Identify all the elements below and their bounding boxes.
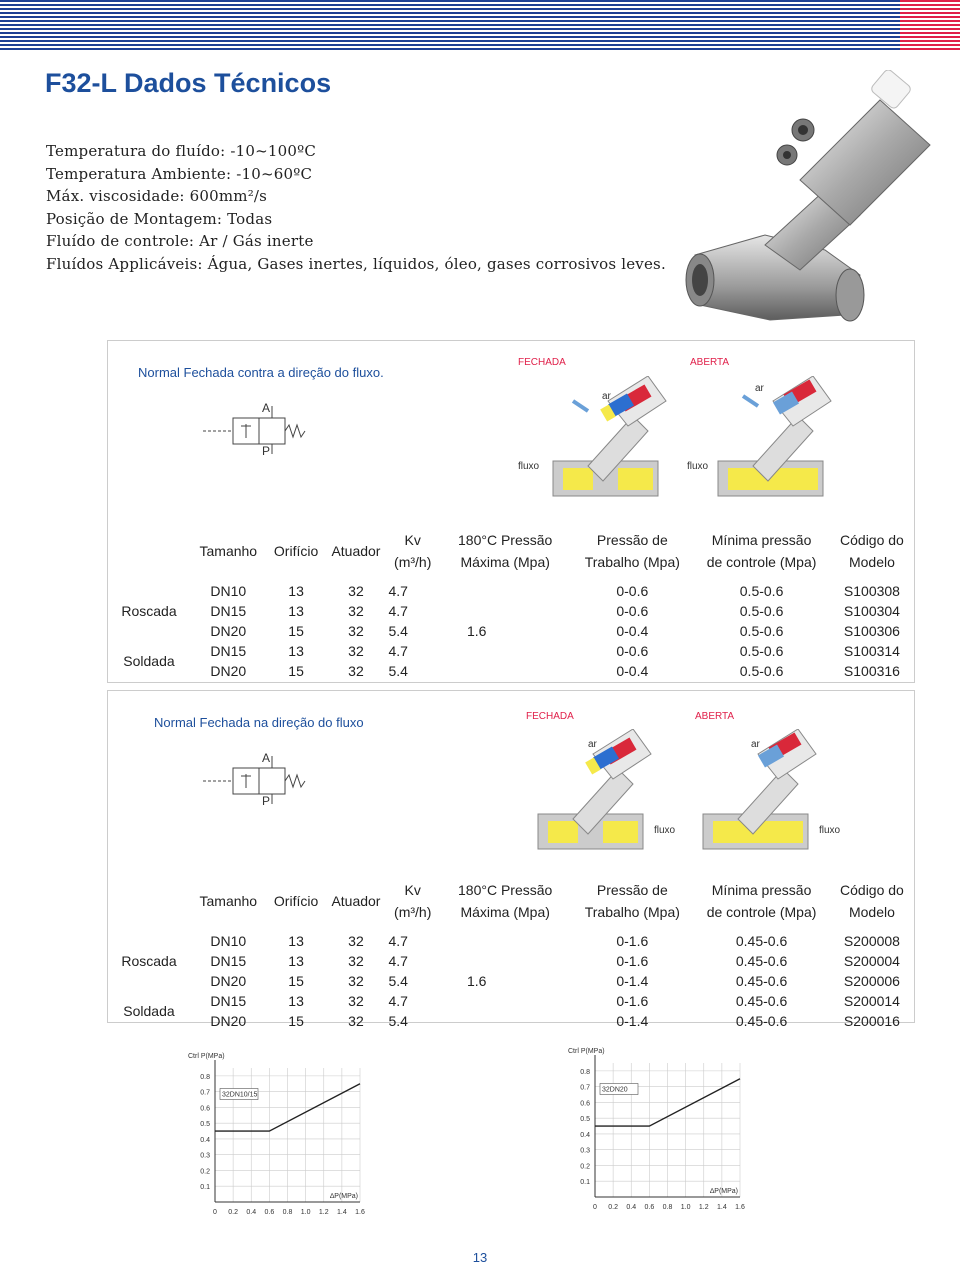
cell-size: DN15	[210, 993, 247, 1009]
x-tick-label: 0	[213, 1209, 217, 1216]
header-control-pressure: Mínima pressão	[711, 532, 812, 548]
flow-label: fluxo	[518, 461, 540, 472]
cell-size: DN20	[210, 973, 247, 989]
header-max-pressure: 180°C Pressão	[458, 532, 553, 548]
state-open-label: ABERTA	[690, 357, 730, 368]
cell-max-pressure: 1.6	[466, 623, 487, 639]
cell-working-pressure: 0-1.6	[616, 933, 649, 949]
cell-actuator: 32	[348, 953, 364, 969]
page-title: F32-L Dados Técnicos	[45, 68, 332, 98]
x-tick-label: 0.2	[608, 1204, 618, 1211]
y-tick-label: 0.1	[200, 1184, 210, 1192]
cell-orifice: 13	[288, 953, 304, 969]
section-with-flow	[107, 690, 915, 1029]
cell-control-pressure: 0.45-0.6	[735, 1013, 788, 1029]
table-row	[108, 581, 914, 601]
open-valve-cutaway	[713, 376, 833, 501]
cell-control-pressure: 0.5-0.6	[739, 663, 784, 679]
cell-kv: 5.4	[388, 623, 408, 639]
section-against-flow	[107, 340, 915, 683]
air-label: ar	[751, 739, 760, 750]
cell-kv: 5.4	[388, 1013, 408, 1029]
y-tick-label: 0.7	[580, 1084, 590, 1092]
flow-label: fluxo	[687, 461, 709, 472]
open-valve-cutaway	[698, 729, 818, 854]
section-title: Normal Fechada na direção do fluxo	[154, 715, 364, 730]
cell-actuator: 32	[348, 973, 364, 989]
cell-working-pressure: 0-1.4	[616, 973, 649, 989]
air-label: ar	[588, 739, 597, 750]
header-accent-stripe	[900, 0, 960, 52]
header-model-unit: Modelo	[848, 554, 895, 570]
air-label: ar	[755, 383, 764, 394]
cell-actuator: 32	[348, 993, 364, 1009]
cell-size: DN15	[210, 603, 247, 619]
cell-model: S100308	[843, 583, 900, 599]
header-kv-unit: (m³/h)	[394, 554, 432, 570]
y-tick-label: 0.6	[580, 1100, 590, 1108]
header-max-pressure-unit: Máxima (Mpa)	[460, 554, 550, 570]
y-tick-label: 0.3	[580, 1147, 590, 1155]
cell-size: DN10	[210, 933, 247, 949]
cell-model: S100316	[843, 663, 900, 679]
spec-ambient-temp: Temperatura Ambiente: -10~60ºC	[46, 164, 313, 183]
x-axis-label: ∆P(MPa)	[330, 1193, 359, 1200]
cell-control-pressure: 0.5-0.6	[739, 603, 784, 619]
state-closed-label: FECHADA	[518, 357, 566, 368]
header-control-pressure-unit: de controle (Mpa)	[706, 904, 817, 920]
spec-table-1	[108, 529, 914, 681]
header-orifice: Orifício	[273, 893, 319, 909]
cell-kv: 4.7	[388, 933, 408, 949]
port-a-label: A	[262, 751, 271, 765]
cell-size: DN10	[210, 583, 247, 599]
port-a-label: A	[262, 401, 271, 415]
y-tick-label: 0.5	[580, 1116, 590, 1124]
header-orifice: Orifício	[273, 543, 319, 559]
cell-size: DN20	[210, 623, 247, 639]
header-actuator: Atuador	[331, 543, 381, 559]
cell-size: DN20	[210, 1013, 247, 1029]
header-control-pressure: Mínima pressão	[711, 882, 812, 898]
pressure-chart-dn20	[560, 1045, 775, 1220]
cell-actuator: 32	[348, 583, 364, 599]
state-open-label: ABERTA	[695, 711, 735, 722]
header-actuator: Atuador	[331, 893, 381, 909]
cell-control-pressure: 0.5-0.6	[739, 623, 784, 639]
cell-kv: 5.4	[388, 973, 408, 989]
cell-control-pressure: 0.45-0.6	[735, 993, 788, 1009]
closed-valve-cutaway	[548, 376, 668, 501]
cell-control-pressure: 0.45-0.6	[735, 973, 788, 989]
y-axis-label: Ctrl P(MPa)	[188, 1053, 225, 1060]
header-working-pressure: Pressão de	[596, 882, 668, 898]
cell-model: S100314	[843, 643, 900, 659]
cell-working-pressure: 0-0.4	[616, 623, 649, 639]
cell-size: DN15	[210, 643, 247, 659]
cell-working-pressure: 0-1.4	[616, 1013, 649, 1029]
cell-size: DN20	[210, 663, 247, 679]
y-tick-label: 0.4	[580, 1131, 590, 1139]
x-tick-label: 0	[593, 1204, 597, 1211]
spec-list	[46, 140, 666, 275]
header-kv: Kv	[404, 882, 421, 898]
cell-actuator: 32	[348, 1013, 364, 1029]
x-tick-label: 1.2	[318, 1209, 329, 1216]
cell-working-pressure: 0-0.6	[616, 643, 649, 659]
cell-orifice: 15	[288, 663, 304, 679]
cell-control-pressure: 0.45-0.6	[735, 933, 788, 949]
header-working-pressure: Pressão de	[596, 532, 668, 548]
header-size: Tamanho	[199, 893, 258, 909]
group-label: Roscada	[121, 953, 177, 969]
x-tick-label: 1.6	[355, 1209, 365, 1216]
cell-kv: 4.7	[388, 603, 408, 619]
x-tick-label: 0.4	[626, 1204, 637, 1211]
cell-actuator: 32	[348, 603, 364, 619]
cell-orifice: 15	[288, 623, 304, 639]
port-p-label: P	[262, 444, 271, 458]
spec-mounting: Posição de Montagem: Todas	[46, 209, 273, 228]
cell-actuator: 32	[348, 623, 364, 639]
spec-viscosity: Máx. viscosidade: 600mm²/s	[46, 187, 268, 205]
cell-actuator: 32	[348, 643, 364, 659]
cell-kv: 4.7	[388, 953, 408, 969]
header-max-pressure: 180°C Pressão	[458, 882, 553, 898]
spec-applicable-fluids: Fluídos Applicáveis: Água, Gases inertes, líquidos, óleo, gases corrosivos leves.	[46, 254, 666, 273]
cell-kv: 4.7	[388, 993, 408, 1009]
header-stripe	[0, 0, 960, 52]
page-number: 13	[472, 1250, 488, 1264]
spec-table-2	[108, 879, 914, 1031]
valve-product-image	[675, 70, 935, 330]
y-tick-label: 0.4	[200, 1136, 210, 1144]
header-model: Código do	[840, 532, 904, 548]
x-tick-label: 0.4	[246, 1209, 257, 1216]
y-tick-label: 0.2	[580, 1163, 590, 1171]
cell-orifice: 13	[288, 933, 304, 949]
cell-working-pressure: 0-0.6	[616, 603, 649, 619]
header-kv-unit: (m³/h)	[394, 904, 432, 920]
cell-orifice: 13	[288, 583, 304, 599]
cell-actuator: 32	[348, 933, 364, 949]
spec-control-fluid: Fluído de controle: Ar / Gás inerte	[46, 232, 314, 250]
air-label: ar	[602, 391, 611, 402]
pressure-chart-dn10-15	[180, 1050, 395, 1225]
x-axis-label: ∆P(MPa)	[710, 1188, 739, 1195]
header-size: Tamanho	[199, 543, 258, 559]
y-tick-label: 0.2	[200, 1168, 210, 1176]
cell-kv: 4.7	[388, 643, 408, 659]
legend-label: 32DN20	[602, 1086, 628, 1094]
header-control-pressure-unit: de controle (Mpa)	[706, 554, 817, 570]
x-tick-label: 0.8	[662, 1204, 673, 1211]
cell-working-pressure: 0-0.4	[616, 663, 649, 679]
cell-control-pressure: 0.5-0.6	[739, 583, 784, 599]
table-row	[108, 931, 914, 951]
cell-orifice: 15	[288, 973, 304, 989]
cell-working-pressure: 0-1.6	[616, 993, 649, 1009]
cell-model: S200004	[843, 953, 900, 969]
flow-label: fluxo	[819, 825, 841, 836]
x-tick-label: 0.8	[282, 1209, 293, 1216]
cell-model: S200014	[843, 993, 900, 1009]
cell-model: S100304	[843, 603, 900, 619]
cell-model: S200006	[843, 973, 900, 989]
header-max-pressure-unit: Máxima (Mpa)	[460, 904, 550, 920]
cell-actuator: 32	[348, 663, 364, 679]
cell-kv: 4.7	[388, 583, 408, 599]
cell-model: S200016	[843, 1013, 900, 1029]
group-label: Roscada	[121, 603, 177, 619]
x-tick-label: 1.6	[735, 1204, 745, 1211]
header-model-unit: Modelo	[848, 904, 895, 920]
cell-orifice: 15	[288, 1013, 304, 1029]
port-p-label: P	[262, 794, 271, 808]
group-label: Soldada	[123, 1003, 175, 1019]
x-tick-label: 1.0	[680, 1204, 691, 1211]
cell-orifice: 13	[288, 603, 304, 619]
x-tick-label: 1.2	[698, 1204, 709, 1211]
y-axis-label: Ctrl P(MPa)	[568, 1048, 605, 1055]
y-tick-label: 0.8	[200, 1073, 210, 1081]
y-tick-label: 0.5	[200, 1121, 210, 1129]
y-tick-label: 0.6	[200, 1105, 210, 1113]
cell-control-pressure: 0.45-0.6	[735, 953, 788, 969]
x-tick-label: 1.4	[717, 1204, 727, 1211]
header-model: Código do	[840, 882, 904, 898]
cell-kv: 5.4	[388, 663, 408, 679]
section-title: Normal Fechada contra a direção do fluxo.	[138, 365, 384, 380]
x-tick-label: 1.4	[337, 1209, 347, 1216]
x-tick-label: 0.6	[264, 1209, 275, 1216]
header-working-pressure-unit: Trabalho (Mpa)	[584, 904, 680, 920]
cell-max-pressure: 1.6	[466, 973, 487, 989]
y-tick-label: 0.7	[200, 1089, 210, 1097]
y-tick-label: 0.8	[580, 1068, 590, 1076]
state-closed-label: FECHADA	[526, 711, 574, 722]
cell-orifice: 13	[288, 993, 304, 1009]
closed-valve-cutaway	[533, 729, 653, 854]
cell-orifice: 13	[288, 643, 304, 659]
cell-working-pressure: 0-1.6	[616, 953, 649, 969]
cell-size: DN15	[210, 953, 247, 969]
group-label: Soldada	[123, 653, 175, 669]
y-tick-label: 0.1	[580, 1179, 590, 1187]
cell-control-pressure: 0.5-0.6	[739, 643, 784, 659]
x-tick-label: 0.2	[228, 1209, 238, 1216]
y-tick-label: 0.3	[200, 1152, 210, 1160]
header-kv: Kv	[404, 532, 421, 548]
cell-model: S200008	[843, 933, 900, 949]
x-tick-label: 1.0	[300, 1209, 311, 1216]
cell-working-pressure: 0-0.6	[616, 583, 649, 599]
cell-model: S100306	[843, 623, 900, 639]
x-tick-label: 0.6	[644, 1204, 655, 1211]
flow-label: fluxo	[654, 825, 676, 836]
legend-label: 32DN10/15	[222, 1091, 258, 1099]
header-working-pressure-unit: Trabalho (Mpa)	[584, 554, 680, 570]
spec-fluid-temp: Temperatura do fluído: -10~100ºC	[46, 142, 317, 160]
